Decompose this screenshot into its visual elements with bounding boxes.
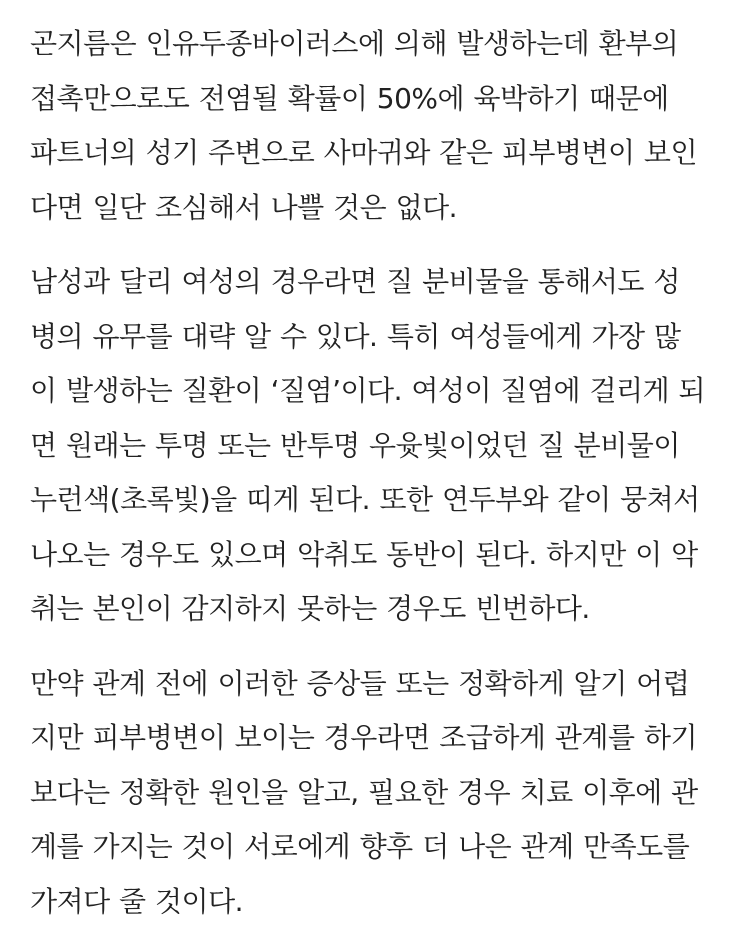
text-line: 접촉만으로도 전염될 확률이 50%에 육박하기 때문에 xyxy=(30,81,669,115)
text-line: 다면 일단 조심해서 나쁠 것은 없다. xyxy=(30,190,458,224)
text-line: 나오는 경우도 있으며 악취도 동반이 된다. 하지만 이 악 xyxy=(30,537,698,571)
text-line: 계를 가지는 것이 서로에게 향후 더 나은 관계 만족도를 xyxy=(30,830,690,863)
article-body xyxy=(30,17,730,949)
text-line: 누런색(초록빛)을 띠게 된다. 또한 연두부와 같이 뭉쳐서 xyxy=(30,483,700,516)
text-line: 취는 본인이 감지하지 못하는 경우도 빈번하다. xyxy=(30,592,590,625)
text-line: 보다는 정확한 원인을 알고, 필요한 경우 치료 이후에 관 xyxy=(30,775,698,809)
text-line: 파트너의 성기 주변으로 사마귀와 같은 피부병변이 보인 xyxy=(30,136,698,169)
text-line: 남성과 달리 여성의 경우라면 질 분비물을 통해서도 성 xyxy=(30,265,680,298)
text-line: 만약 관계 전에 이러한 증상들 또는 정확하게 알기 어렵 xyxy=(30,666,690,700)
paragraph-3 xyxy=(30,657,730,930)
paragraph-2 xyxy=(30,255,730,637)
text-line: 지만 피부병변이 보이는 경우라면 조급하게 관계를 하기 xyxy=(30,721,698,754)
text-line: 가져다 줄 것이다. xyxy=(30,884,244,918)
text-line: 면 원래는 투명 또는 반투명 우윳빛이었던 질 분비물이 xyxy=(30,428,680,462)
text-line: 병의 유무를 대략 알 수 있다. 특히 여성들에게 가장 많 xyxy=(30,319,681,353)
text-line: 이 발생하는 질환이 ‘질염’이다. 여성이 질염에 걸리게 되 xyxy=(30,374,706,407)
text-line: 곤지름은 인유두종바이러스에 의해 발생하는데 환부의 xyxy=(30,27,679,60)
paragraph-1 xyxy=(30,17,730,235)
